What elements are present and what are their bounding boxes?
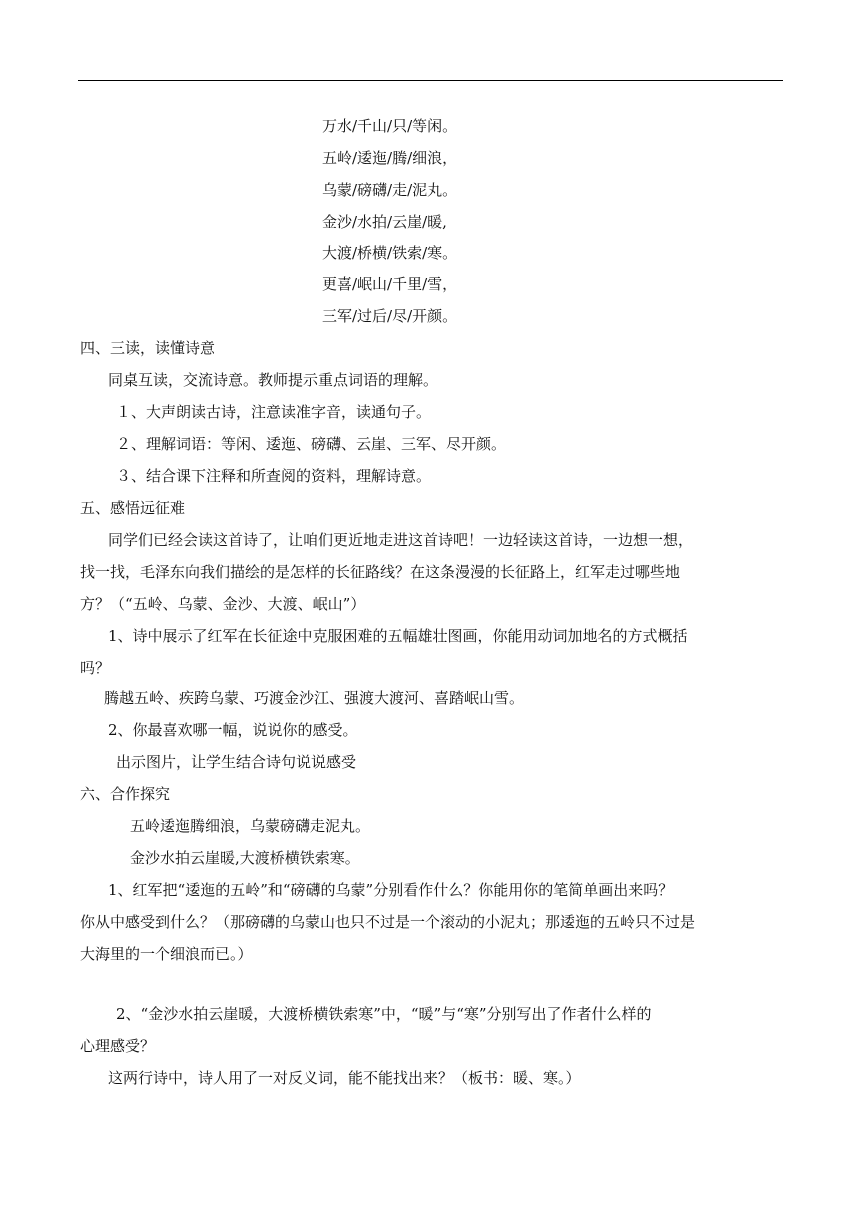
verse-line: 五岭逶迤腾细浪，乌蒙磅礴走泥丸。 [130, 817, 371, 835]
section-heading: 五、感悟远征难 [80, 499, 186, 517]
answer: 腾越五岭、疾跨乌蒙、巧渡金沙江、强渡大渡河、喜踏岷山雪。 [104, 689, 525, 707]
poem-line: 金沙/水拍/云崖/暖, [322, 213, 447, 231]
verse-line: 金沙水拍云崖暖,大渡桥横铁索寒。 [130, 849, 360, 867]
poem-line: 万水/千山/只/等闲。 [322, 117, 458, 135]
list-item: １、大声朗读古诗，注意读准字音，读通句子。 [116, 403, 432, 421]
note: 出示图片，让学生结合诗句说说感受 [116, 753, 357, 771]
header-rule [78, 80, 783, 81]
poem-line: 乌蒙/磅礴/走/泥丸。 [322, 181, 458, 199]
list-item: ３、结合课下注释和所查阅的资料，理解诗意。 [116, 467, 432, 485]
poem-line: 五岭/逶迤/腾/细浪， [322, 149, 458, 167]
list-item: ２、理解词语：等闲、逶迤、磅礴、云崖、三军、尽开颜。 [116, 435, 507, 453]
paragraph-line: 方？（“五岭、乌蒙、金沙、大渡、岷山”） [80, 595, 366, 613]
poem-line: 大渡/桥横/铁索/寒。 [322, 244, 458, 262]
poem-line: 三军/过后/尽/开颜。 [322, 307, 458, 325]
question-line: 2、“金沙水拍云崖暖，大渡桥横铁索寒”中，“暖”与“寒”分别写出了作者什么样的 [116, 1005, 652, 1023]
question-line: 1、诗中展示了红军在长征途中克服困难的五幅雄壮图画，你能用动词加地名的方式概括 [108, 627, 688, 645]
question-line: 1、红军把“逶迤的五岭”和“磅礴的乌蒙”分别看作什么？你能用你的笔简单画出来吗？ [108, 881, 674, 899]
paragraph-line: 同学们已经会读这首诗了，让咱们更近地走进这首诗吧！一边轻读这首诗，一边想一想， [108, 531, 694, 549]
paragraph: 同桌互读，交流诗意。教师提示重点词语的理解。 [108, 371, 439, 389]
question-line: 吗？ [80, 659, 111, 677]
question: 2、你最喜欢哪一幅，说说你的感受。 [108, 721, 358, 739]
section-heading: 四、三读，读懂诗意 [80, 339, 216, 357]
section-heading: 六、合作探究 [80, 785, 171, 803]
question-line: 大海里的一个细浪而已。） [80, 945, 253, 963]
question-line: 你从中感受到什么？（那磅礴的乌蒙山也只不过是一个滚动的小泥丸；那逶迤的五岭只不过是 [80, 913, 696, 931]
question-line: 心理感受？ [80, 1037, 156, 1055]
paragraph-line: 找一找，毛泽东向我们描绘的是怎样的长征路线？在这条漫漫的长征路上，红军走过哪些地 [80, 563, 681, 581]
question: 这两行诗中，诗人用了一对反义词，能不能找出来？（板书：暖、寒。） [108, 1069, 581, 1087]
poem-line: 更喜/岷山/千里/雪， [322, 275, 458, 293]
